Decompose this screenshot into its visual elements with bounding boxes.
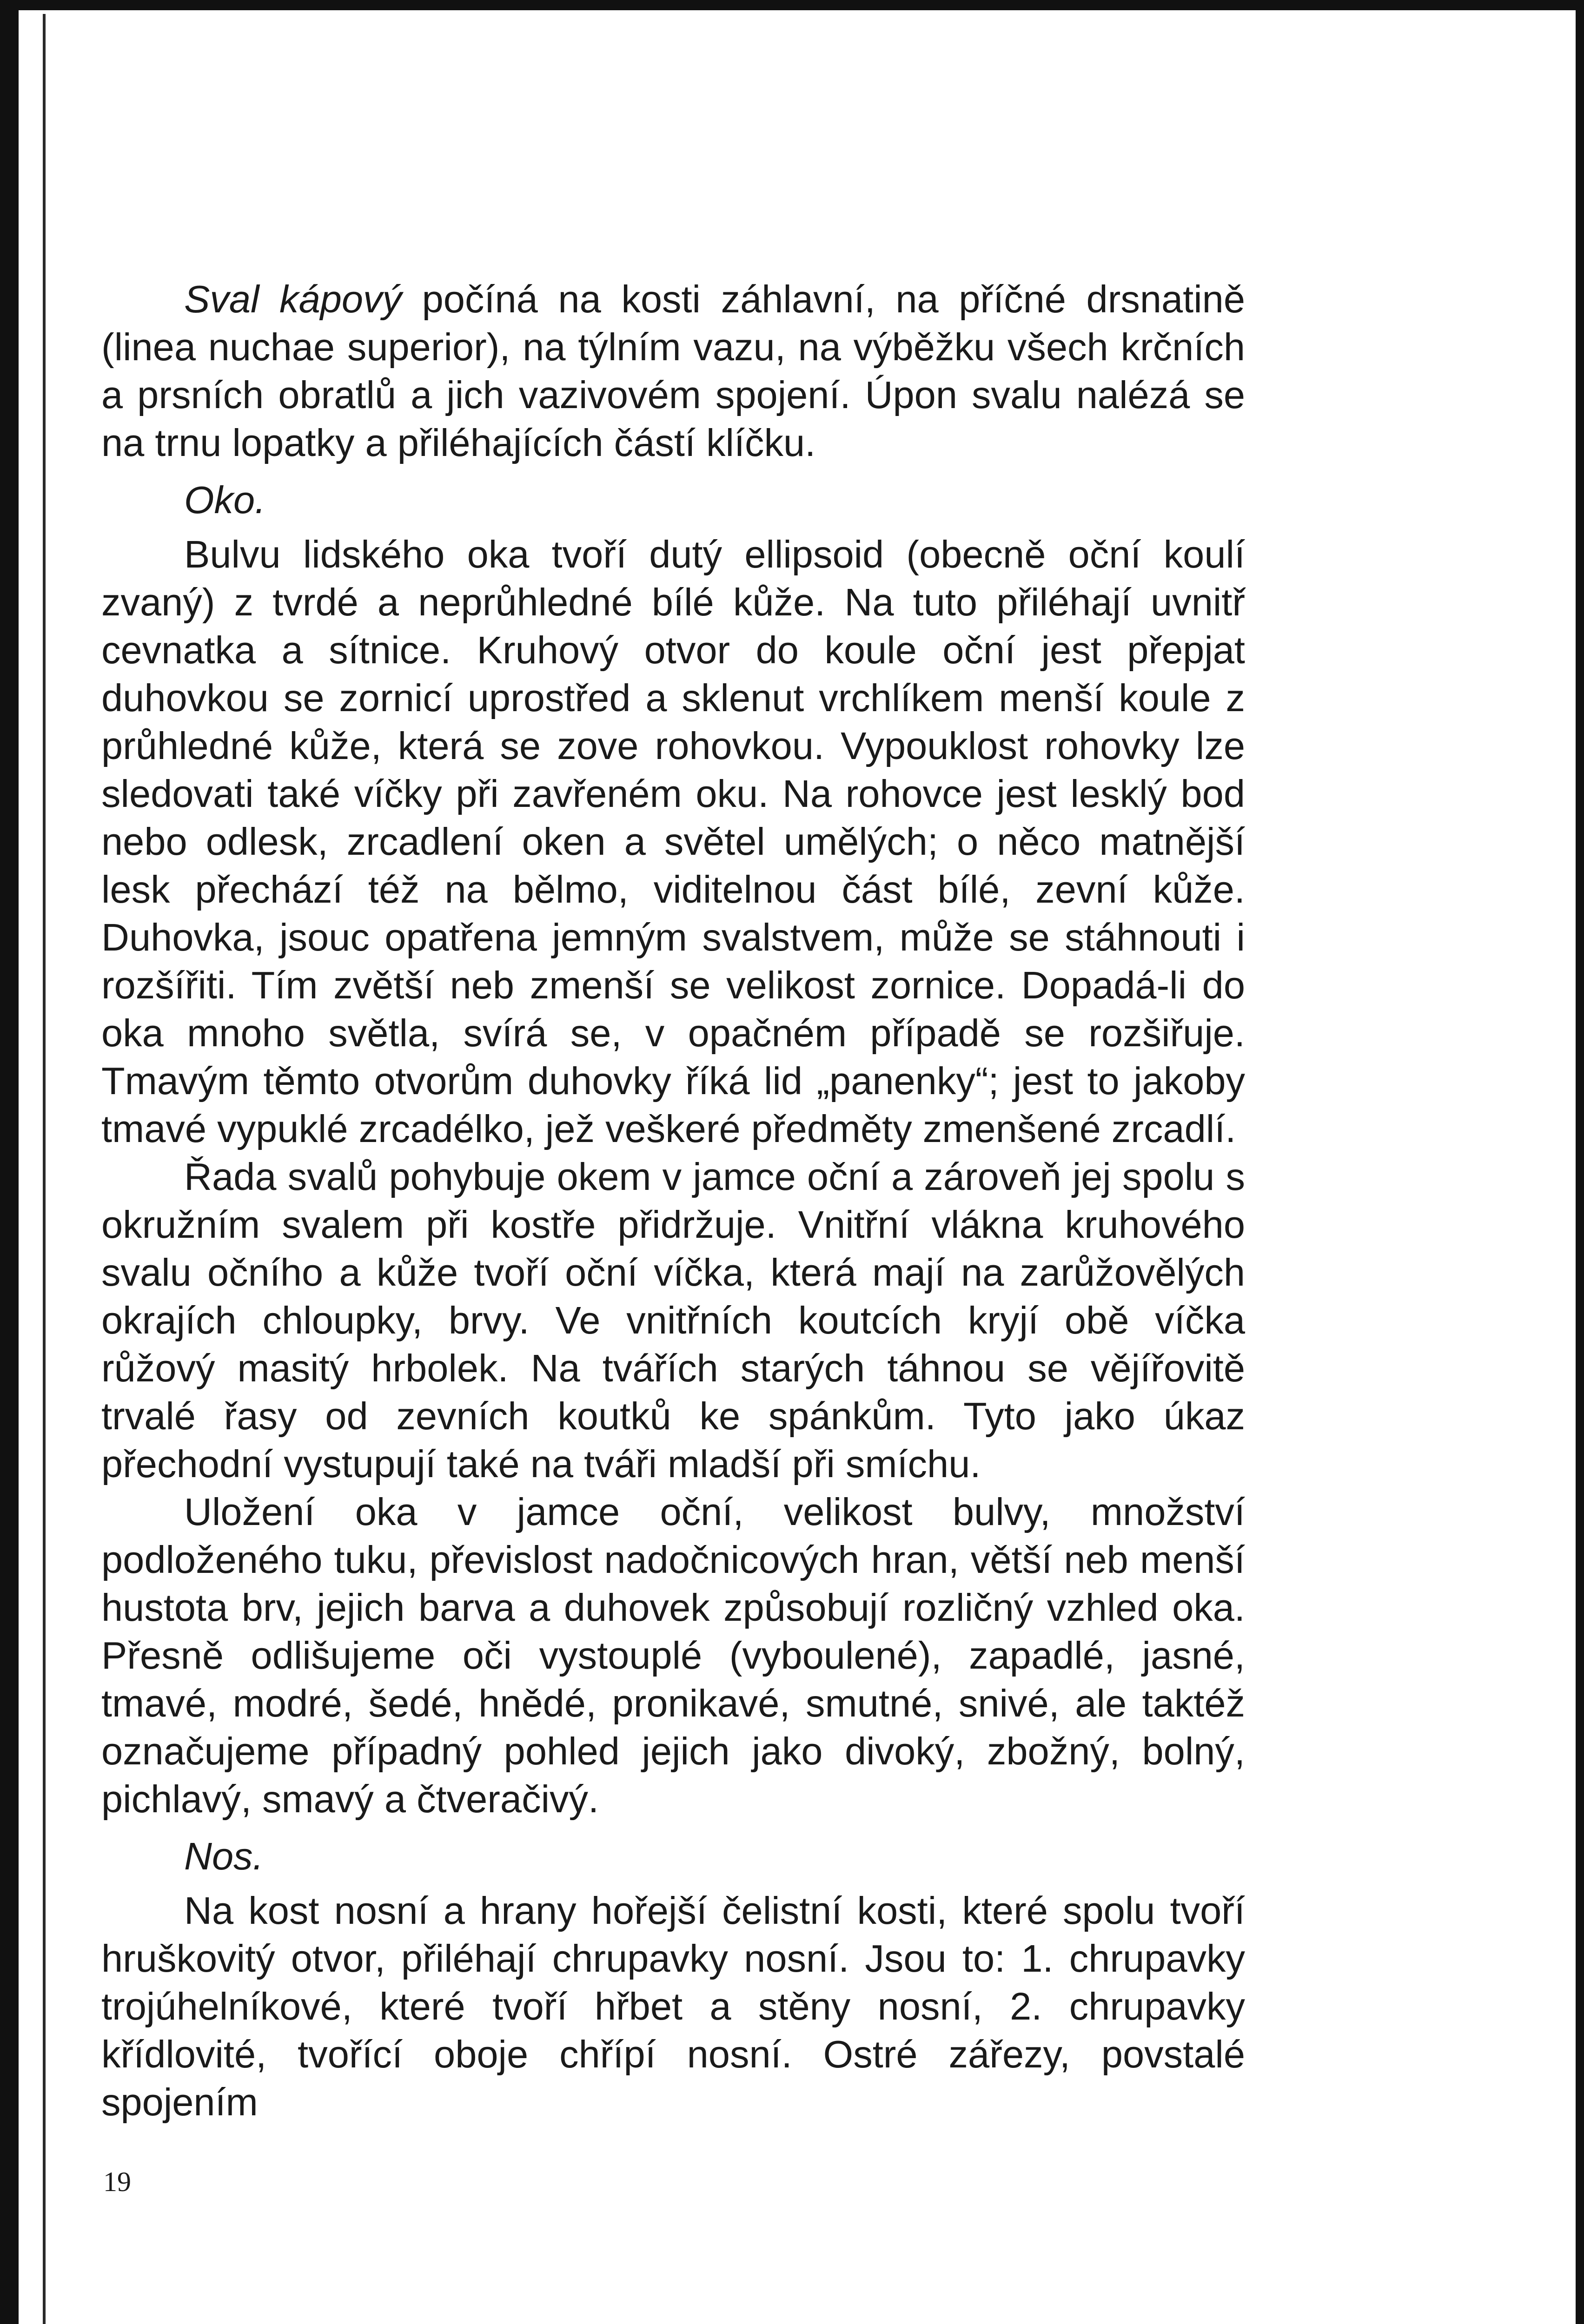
paragraph-trapezius-text: počíná na kosti záhlavní, na příčné drsnatině (linea nuchae superior), na týlním vazu, na výběžku všech krčních a prsních obratlů a jich vazivovém spojení. Úpon svalu nalézá se na trnu lopatky a přiléhajících částí klíčku. [101,277,1245,464]
binding-edge-line [43,14,46,2324]
term-sval-kapovy: Sval kápový [184,277,402,321]
heading-nos: Nos. [184,1835,264,1878]
paragraph-eye-2: Řada svalů pohybuje okem v jamce oční a zároveň jej spolu s okružním svalem při kostře přidržuje. Vnitřní vlákna kruhového svalu očního a kůže tvoří oční víčka, která mají na zarůžovělých okrajích chloupky, brvy. Ve vnitřních koutcích kryjí obě víčka růžový masitý hrbolek. Na tvářích starých táhnou se vějířovitě trvalé řasy od zevních koutků ke spánkům. Tyto jako úkaz přechodní vystupují také na tváři mladší při smíchu. [101,1155,1245,1486]
paragraph-nose-1: Na kost nosní a hrany hořejší čelistní kosti, které spolu tvoří hruškovitý otvor, přiléhají chrupavky nosní. Jsou to: 1. chrupavky trojúhelníkové, které tvoří hřbet a stěny nosní, 2. chrupavky křídlovité, tvořící oboje chřípí nosní. Ostré zářezy, povstalé spojením [101,1889,1245,2124]
paragraph-trapezius [101,275,1245,467]
heading-oko: Oko. [184,478,266,522]
page-number: 19 [103,2166,131,2197]
paragraph-eye-1: Bulvu lidského oka tvoří dutý ellipsoid (obecně oční koulí zvaný) z tvrdé a neprůhledné bílé kůže. Na tuto přiléhají uvnitř cevnatka a sítnice. Kruhový otvor do koule oční jest přepjat duhovkou se zornicí uprostřed a sklenut vrchlíkem menší koule z průhledné kůže, která se zove rohovkou. Vypouklost rohovky lze sledovati také víčky při zavřeném oku. Na rohovce jest lesklý bod nebo odlesk, zrcadlení oken a světel umělých; o něco matnější lesk přechází též na bělmo, viditelnou část bílé, zevní kůže. Duhovka, jsouc opatřena jemným svalstvem, může se stáhnouti i rozšířiti. Tím zvětší neb zmenší se velikost zornice. Dopadá-li do oka mnoho světla, svírá se, v opačném případě se rozšiřuje. Tmavým těmto otvorům duhovky říká lid „panenky“; jest to jakoby tmavé vypuklé zrcadélko, jež veškeré předměty zmenšené zrcadlí. [101,533,1245,1150]
page-body [101,275,1245,2126]
paragraph-eye-3: Uložení oka v jamce oční, velikost bulvy, množství podloženého tuku, převislost nadočnicových hran, větší neb menší hustota brv, jejich barva a duhovek způsobují rozličný vzhled oka. Přesně odlišujeme oči vystouplé (vyboulené), zapadlé, jasné, tmavé, modré, šedé, hnědé, pronikavé, smutné, snivé, ale taktéž označujeme případný pohled jejich jako divoký, zbožný, bolný, pichlavý, smavý a čtveračivý. [101,1490,1245,1821]
